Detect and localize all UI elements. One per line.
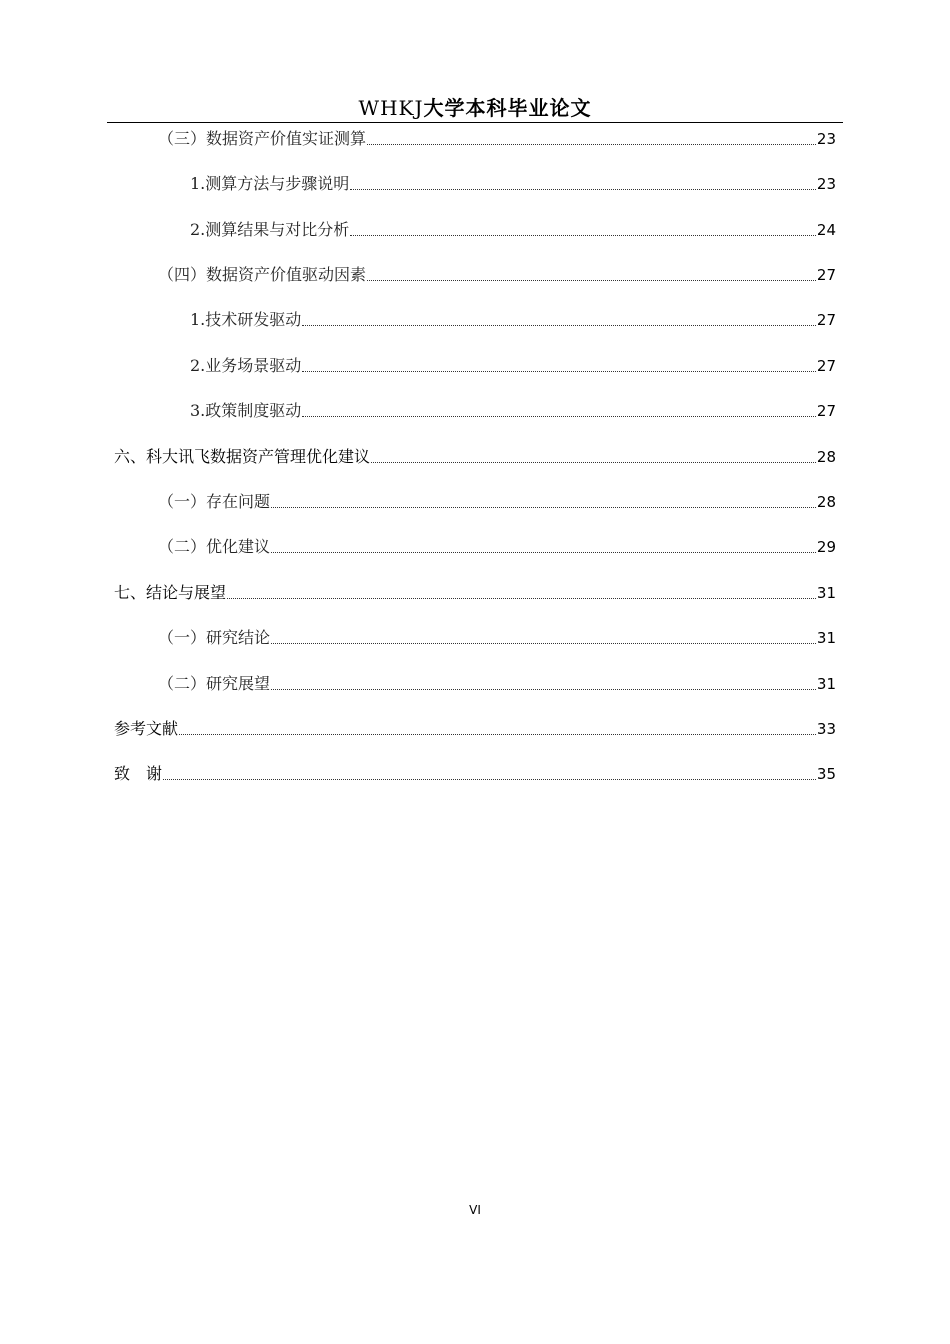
toc-leader bbox=[163, 779, 816, 780]
toc-entry-label: （一）存在问题 bbox=[158, 492, 271, 511]
toc-entry-page: 27 bbox=[816, 311, 836, 329]
toc-entry-page: 23 bbox=[816, 175, 836, 193]
toc-leader bbox=[302, 416, 816, 417]
toc-leader bbox=[367, 144, 816, 145]
toc-entry-label: 致 谢 bbox=[114, 764, 163, 783]
toc-leader bbox=[367, 280, 816, 281]
toc-entry[interactable] bbox=[158, 535, 836, 557]
toc-entry[interactable] bbox=[114, 581, 836, 603]
toc-entry[interactable] bbox=[158, 672, 836, 694]
toc-entry[interactable] bbox=[114, 445, 836, 467]
toc-leader bbox=[271, 507, 816, 508]
toc-entry[interactable] bbox=[114, 717, 836, 739]
toc-leader bbox=[227, 598, 816, 599]
toc-entry-page: 24 bbox=[816, 221, 836, 239]
header-latin: WHKJ bbox=[358, 96, 424, 120]
toc-entry[interactable] bbox=[190, 399, 836, 421]
toc-entry-label: 1.测算方法与步骤说明 bbox=[190, 174, 350, 193]
toc-leader bbox=[271, 689, 816, 690]
toc-entry-page: 27 bbox=[816, 357, 836, 375]
toc-entry-label: （二）研究展望 bbox=[158, 674, 271, 693]
toc-entry-page: 31 bbox=[816, 584, 836, 602]
header-title: 大学本科毕业论文 bbox=[423, 96, 592, 120]
running-header bbox=[107, 94, 843, 123]
toc-entry-page: 29 bbox=[816, 538, 836, 556]
toc-leader bbox=[302, 325, 816, 326]
toc-entry[interactable] bbox=[190, 308, 836, 330]
toc-entry[interactable] bbox=[158, 626, 836, 648]
toc-entry-label: 参考文献 bbox=[114, 719, 179, 738]
toc-leader bbox=[371, 462, 816, 463]
toc-entry-page: 27 bbox=[816, 266, 836, 284]
toc-entry-page: 23 bbox=[816, 130, 836, 148]
toc-entry-label: （一）研究结论 bbox=[158, 628, 271, 647]
toc-entry[interactable] bbox=[114, 762, 836, 784]
toc-entry[interactable] bbox=[158, 490, 836, 512]
toc-entry-page: 33 bbox=[816, 720, 836, 738]
toc-entry-label: 3.政策制度驱动 bbox=[190, 401, 302, 420]
toc-entry[interactable] bbox=[190, 218, 836, 240]
toc-entry-label: （四）数据资产价值驱动因素 bbox=[158, 265, 367, 284]
toc-entry-label: 七、结论与展望 bbox=[114, 583, 227, 602]
toc-entry-page: 27 bbox=[816, 402, 836, 420]
toc-entry-label: 2.业务场景驱动 bbox=[190, 356, 302, 375]
toc-entry-page: 35 bbox=[816, 765, 836, 783]
toc-entry[interactable] bbox=[158, 127, 836, 149]
toc-entry-label: （二）优化建议 bbox=[158, 537, 271, 556]
toc-leader bbox=[271, 552, 816, 553]
toc-entry[interactable] bbox=[190, 354, 836, 376]
toc-entry-label: （三）数据资产价值实证测算 bbox=[158, 129, 367, 148]
toc-entry-label: 六、科大讯飞数据资产管理优化建议 bbox=[114, 447, 371, 466]
toc-entry[interactable] bbox=[158, 263, 836, 285]
toc-entry-label: 1.技术研发驱动 bbox=[190, 310, 302, 329]
toc-entry-label: 2.测算结果与对比分析 bbox=[190, 220, 350, 239]
toc-entry-page: 28 bbox=[816, 448, 836, 466]
toc-leader bbox=[302, 371, 816, 372]
toc-entry[interactable] bbox=[190, 172, 836, 194]
toc-leader bbox=[350, 189, 816, 190]
toc-entry-page: 31 bbox=[816, 675, 836, 693]
toc-entry-page: 31 bbox=[816, 629, 836, 647]
page-number: VI bbox=[469, 1203, 481, 1217]
toc-leader bbox=[271, 643, 816, 644]
toc-leader bbox=[179, 734, 816, 735]
toc-entry-page: 28 bbox=[816, 493, 836, 511]
toc-leader bbox=[350, 235, 816, 236]
